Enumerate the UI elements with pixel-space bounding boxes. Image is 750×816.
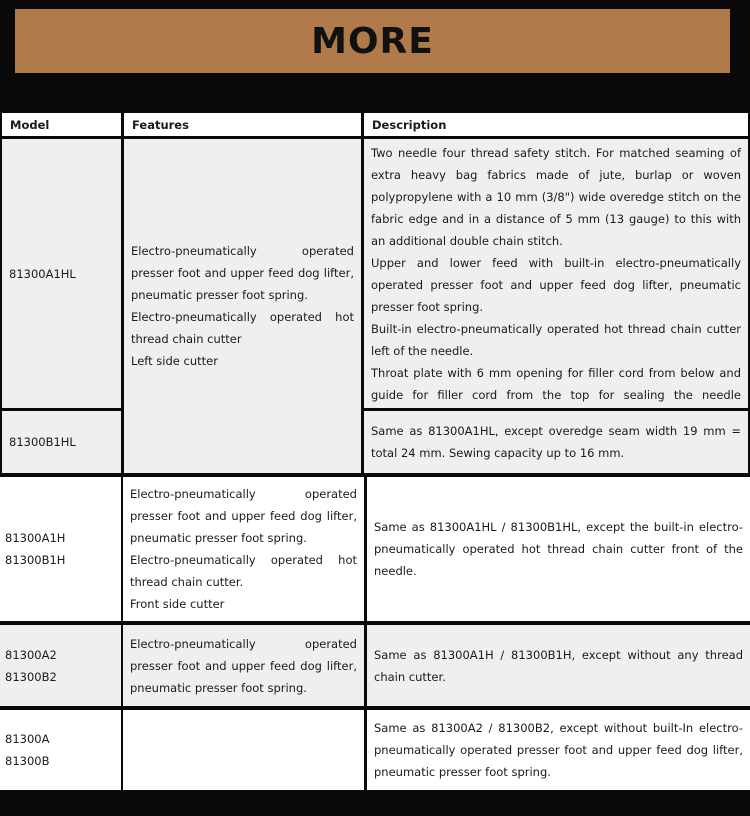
model-cell-81300a1hl bbox=[2, 139, 121, 408]
feature-text: Left side cutter bbox=[131, 354, 218, 368]
features-cell-shared bbox=[124, 139, 361, 473]
description-text: Built-in electro-pneumatically operated hot thread chain cutter left of the needle. bbox=[371, 322, 741, 358]
description-text: Same as 81300A2 / 81300B2, except without built-In electro-pneumatically operated presser foot and upper feed dog lifter, pneumatic presser foot spring. bbox=[374, 721, 743, 779]
description-text: Upper and lower feed with built-in electro-pneumatically operated presser foot and upper feed dog lifter, pneumatic presser foot spring. bbox=[371, 256, 741, 314]
model-cell-81300a1h bbox=[0, 477, 121, 621]
description-cell-81300a2 bbox=[367, 625, 750, 706]
model-code: 81300B1HL bbox=[9, 435, 76, 449]
feature-text: Electro-pneumatically operated presser foot and upper feed dog lifter, pneumatic presser foot spring. bbox=[131, 244, 354, 302]
feature-text: Electro-pneumatically operated hot thread chain cutter bbox=[131, 310, 354, 346]
description-text: Two needle four thread safety stitch. For matched seaming of extra heavy bag fabrics made of jute, burlap or woven polypropylene with a 10 mm (3/8") wide overedge stitch on the fabric edge and in a distance of 5 mm (13 gauge) to this with an additional double chain stitch. bbox=[371, 146, 741, 248]
model-cell-81300a2 bbox=[0, 625, 121, 706]
header-description: Description bbox=[364, 113, 748, 136]
model-code: 81300B bbox=[5, 754, 50, 768]
features-cell-81300a-empty bbox=[123, 710, 364, 790]
description-cell-81300a1hl bbox=[364, 139, 748, 408]
more-banner bbox=[15, 9, 730, 73]
description-text: Same as 81300A1H / 81300B1H, except without any thread chain cutter. bbox=[374, 647, 743, 684]
features-cell-81300a1h bbox=[123, 477, 364, 621]
model-code: 81300B2 bbox=[5, 669, 57, 684]
model-code: 81300A2 bbox=[5, 647, 57, 662]
feature-text: Electro-pneumatically operated presser foot and upper feed dog lifter, pneumatic presser foot spring. bbox=[130, 636, 357, 695]
banner-title: MORE bbox=[311, 20, 434, 62]
description-text: Same as 81300A1HL / 81300B1HL, except the built-in electro-pneumatically operated hot thread chain cutter front of the needle. bbox=[374, 520, 743, 578]
model-code: 81300A bbox=[5, 732, 50, 746]
header-features: Features bbox=[124, 113, 361, 136]
description-text: Same as 81300A1HL, except overedge seam width 19 mm = total 24 mm. Sewing capacity up to 16 mm. bbox=[371, 424, 741, 460]
model-code: 81300A1HL bbox=[9, 266, 76, 281]
model-cell-81300b1hl bbox=[2, 411, 121, 473]
header-model: Model bbox=[2, 113, 121, 136]
feature-text: Electro-pneumatically operated hot thread chain cutter. bbox=[130, 553, 357, 589]
features-cell-81300a2 bbox=[123, 625, 364, 706]
model-code: 81300A1H bbox=[5, 531, 66, 545]
model-code: 81300B1H bbox=[5, 553, 66, 567]
model-cell-81300a bbox=[0, 710, 121, 790]
description-cell-81300a bbox=[367, 710, 750, 790]
description-cell-81300a1h bbox=[367, 477, 750, 621]
feature-text: Front side cutter bbox=[130, 597, 225, 611]
feature-text: Electro-pneumatically operated presser foot and upper feed dog lifter, pneumatic presser foot spring. bbox=[130, 487, 357, 545]
description-cell-81300b1hl bbox=[364, 411, 748, 473]
description-text: Throat plate with 6 mm opening for filler cord from below and guide for filler cord from the top for sealing the needle bbox=[371, 366, 741, 402]
